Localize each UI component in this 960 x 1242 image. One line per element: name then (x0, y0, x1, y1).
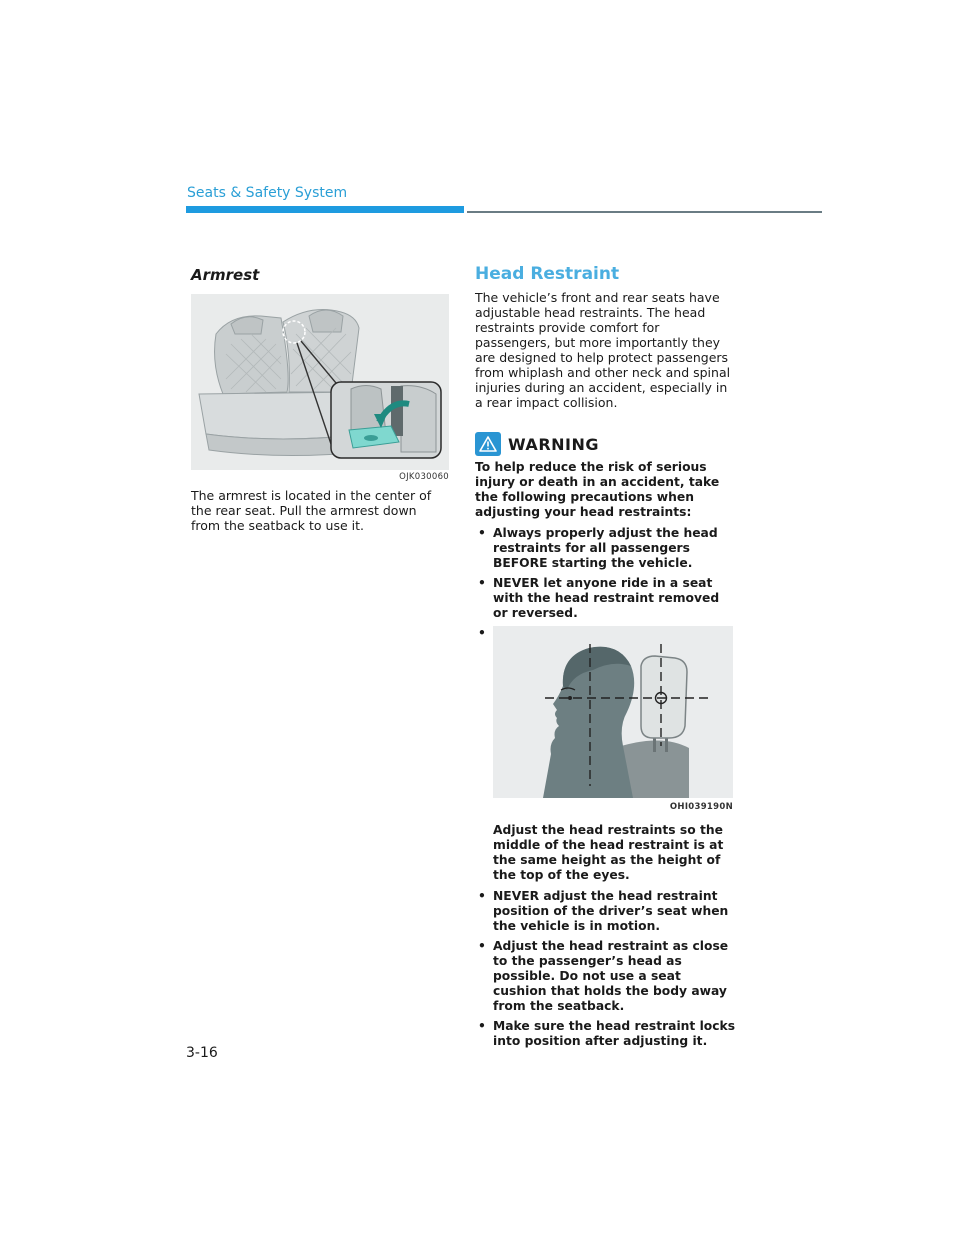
header-rule (467, 211, 822, 213)
warning-header (475, 432, 737, 456)
head-restraint-illustration (493, 626, 733, 798)
armrest-heading: Armrest (191, 266, 260, 284)
left-column (191, 262, 449, 533)
head-restraint-figure (493, 626, 733, 798)
right-column (475, 262, 737, 1054)
section-title: Seats & Safety System (187, 185, 348, 201)
warning-label: WARNING (508, 434, 599, 454)
header-rule-accent (186, 206, 464, 213)
list-item: • Always properly adjust the head restraints for all passengers BEFORE starting the vehicle. (478, 526, 718, 570)
list-item: • Make sure the head restraint locks into position after adjusting it. (478, 1019, 736, 1048)
list-item: • OHI039190N Adjust the head restraints so the middle of the head restraint is at the same height as the height of the top of the eyes. (475, 626, 737, 883)
list-item: • NEVER adjust the head restraint position of the driver’s seat when the vehicle is in motion. (478, 889, 729, 933)
head-restraint-figure-caption: Adjust the head restraints so the middle of the head restraint is at the same height as the height of the top of the eyes. (493, 823, 724, 882)
warning-triangle-icon (475, 432, 501, 456)
armrest-figure (191, 294, 449, 470)
warning-list (475, 526, 737, 1049)
rear-seat-illustration (191, 294, 449, 470)
head-restraint-description: The vehicle’s front and rear seats have adjustable head restraints. The head restraints provide comfort for passengers, but more importantly they are designed to help protect passengers from whiplash and other neck and spinal injuries during an accident, especially in a rear impact collision. (475, 290, 731, 410)
armrest-description: The armrest is located in the center of the rear seat. Pull the armrest down from the seatback to use it. (191, 488, 432, 533)
head-restraint-figure-code: OHI039190N (669, 802, 733, 812)
warning-intro: To help reduce the risk of serious injury or death in an accident, take the following precautions when adjusting your head restraints: (475, 460, 720, 519)
list-item: • Adjust the head restraint as close to the passenger’s head as possible. Do not use a seat cushion that holds the body away from the seatback. (478, 939, 729, 1013)
list-item: • NEVER let anyone ride in a seat with the head restraint removed or reversed. (478, 576, 720, 620)
head-restraint-heading: Head Restraint (475, 264, 620, 284)
armrest-figure-code: OJK030060 (399, 472, 449, 482)
page-number: 3-16 (186, 1045, 218, 1061)
